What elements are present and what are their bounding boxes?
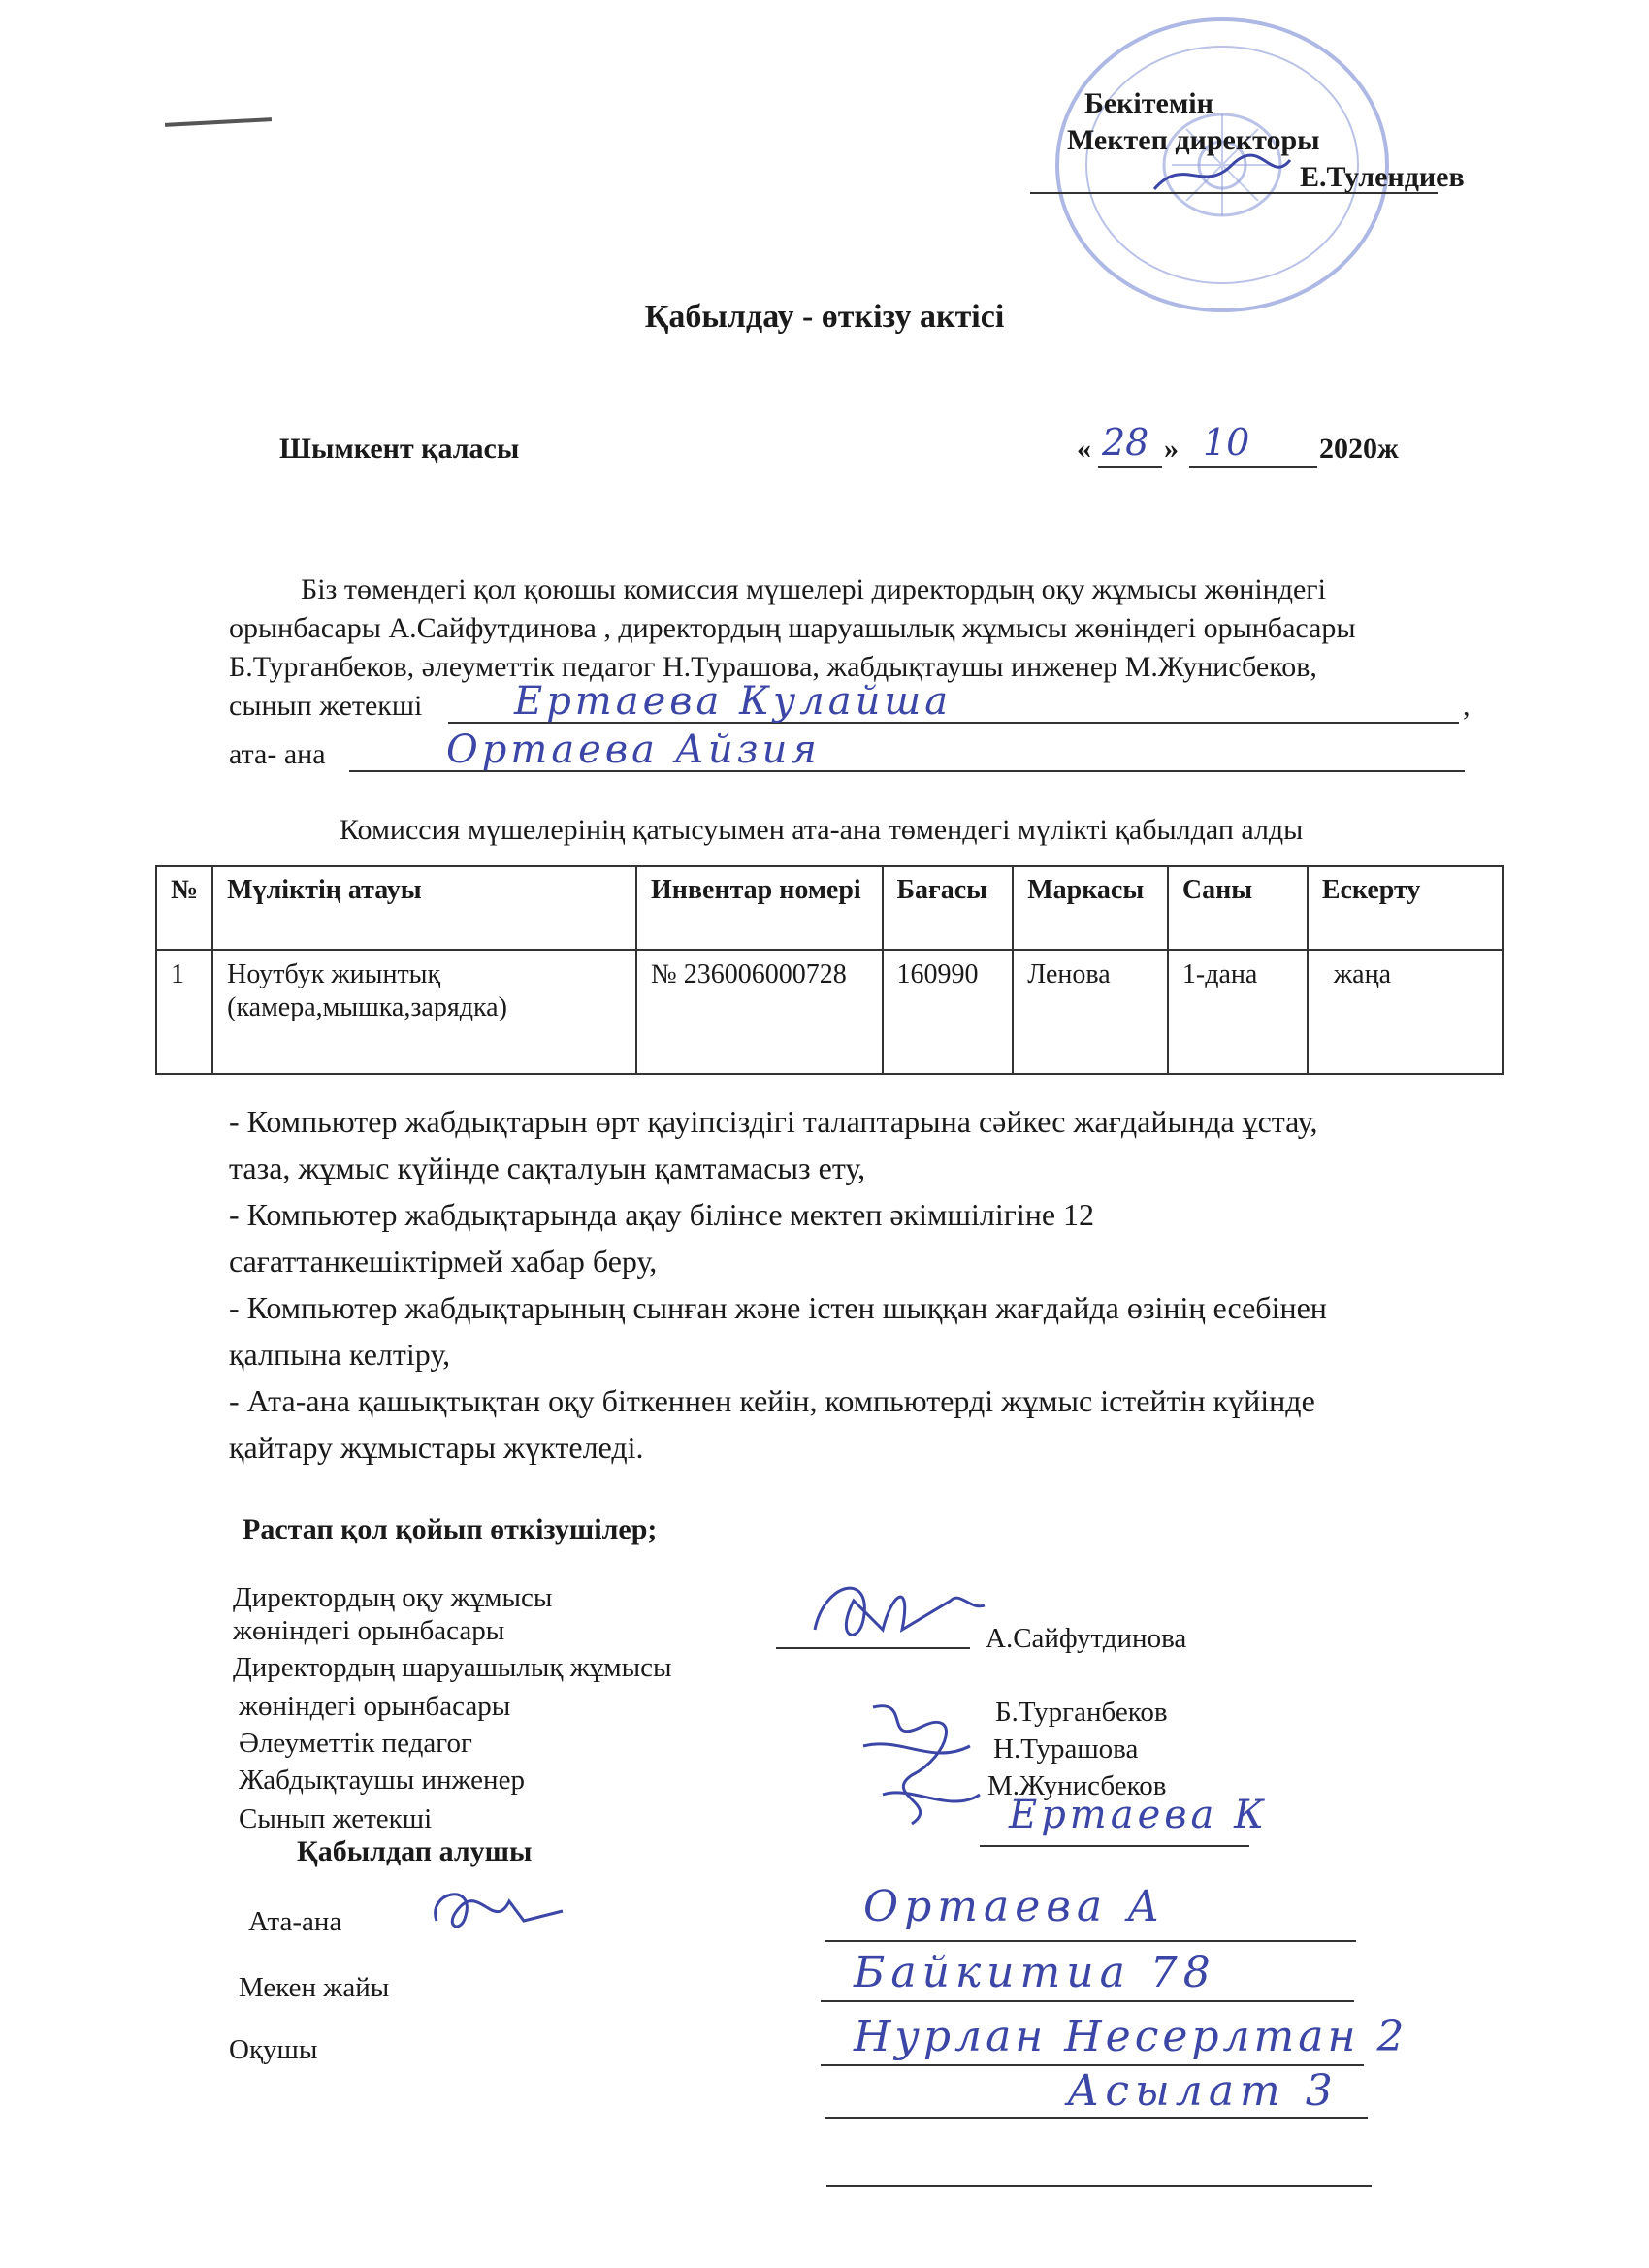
header-number: № (156, 866, 212, 950)
obligation-1-line-2: таза, жұмыс күйінде сақталуын қамтамасыз ету, (229, 1150, 866, 1185)
receiver-address-line (821, 2000, 1354, 2002)
date-day-line (1098, 466, 1162, 468)
table-row (156, 950, 1503, 1074)
signer-role-4: Жабдықтаушы инженер (239, 1765, 525, 1796)
receiver-address-handwritten: Байкитиа 78 (854, 1948, 1216, 1997)
document-date (1077, 421, 1426, 470)
signer-name-2: Б.Турганбеков (995, 1697, 1168, 1728)
receiver-student-handwritten-1: Нурлан Несерлтан 2 (854, 2012, 1408, 2061)
receiver-student-label: Оқушы (229, 2034, 318, 2065)
cell-inventory-number: № 236006000728 (636, 950, 883, 1074)
date-close-quote: » (1164, 433, 1179, 465)
parent-signature (417, 1872, 572, 1950)
obligation-1-line-1: - Компьютер жабдықтарын өрт қауіпсіздігі талаптарына сәйкес жағдайында ұстау, (229, 1104, 1318, 1139)
date-year: 2020ж (1319, 433, 1399, 465)
receiver-student-line-3 (826, 2185, 1372, 2187)
signer-role-2a: Директордың шаруашылық жұмысы (233, 1652, 672, 1683)
cell-quantity: 1-дана (1168, 950, 1308, 1074)
signer-name-4: М.Жунисбеков (987, 1770, 1167, 1801)
obligation-2-line-1: - Компьютер жабдықтарында ақау білінсе мектеп әкімшілігіне 12 (229, 1197, 1095, 1232)
intro-line-1: Біз төмендегі қол қоюшы комиссия мүшелері директордың оқу жұмысы жөніндегі (301, 573, 1326, 605)
signer-role-1a: Директордың оқу жұмысы (233, 1582, 553, 1613)
class-teacher-label: сынып жетекші (229, 690, 423, 722)
date-month-line (1189, 466, 1317, 468)
asset-name-line-2: (камера,мышка,зарядка) (227, 992, 507, 1022)
parent-label: ата- ана (229, 738, 326, 770)
signature-line-teacher (980, 1845, 1249, 1847)
document-title: Қабылдау - өткізу актісі (644, 299, 1005, 335)
signer-role-2b: жөніндегі орынбасары (239, 1691, 511, 1722)
intro-line-2: орынбасары А.Сайфутдинова , директордың шаруашылық жұмысы жөніндегі орынбасары (229, 612, 1356, 644)
asset-name-line-1: Ноутбук жиынтық (227, 959, 441, 989)
obligation-4-line-2: қайтару жұмыстары жүктеледі. (229, 1430, 644, 1465)
receiver-parent-line (824, 1940, 1356, 1942)
asset-table (155, 865, 1504, 1075)
signer-name-1: А.Сайфутдинова (986, 1623, 1187, 1654)
signer-role-3: Әлеуметтік педагог (239, 1728, 472, 1759)
receiver-address-label: Мекен жайы (239, 1972, 390, 2003)
committee-signatures (854, 1688, 989, 1843)
approval-approve-label: Бекітемін (1084, 87, 1213, 119)
director-name: Е.Тулендиев (1300, 161, 1465, 193)
date-open-quote: « (1077, 433, 1091, 465)
header-note: Ескерту (1308, 866, 1503, 950)
table-header-row (156, 866, 1503, 950)
class-teacher-comma: , (1463, 690, 1471, 722)
date-day: 28 (1102, 421, 1149, 464)
signer-role-5: Сынып жетекші (239, 1803, 433, 1834)
receiver-heading: Қабылдап алушы (297, 1835, 533, 1867)
cell-number: 1 (156, 950, 212, 1074)
signer-name-3: Н.Турашова (993, 1733, 1139, 1765)
receiver-student-handwritten-2: Асылат 3 (1067, 2066, 1339, 2116)
deputy-signature (795, 1562, 989, 1659)
city-label: Шымкент қаласы (279, 433, 520, 465)
obligation-4-line-1: - Ата-ана қашықтықтан оқу біткеннен кейін, компьютерді жұмыс істейтін күйінде (229, 1383, 1315, 1418)
approval-position-label: Мектеп директоры (1067, 124, 1320, 156)
header-price: Бағасы (883, 866, 1014, 950)
obligation-2-line-2: сағаттанкешіктірмей хабар беру, (229, 1244, 658, 1279)
receiver-parent-handwritten: Ортаева А (863, 1882, 1166, 1931)
cell-price: 160990 (883, 950, 1014, 1074)
cell-brand: Ленова (1013, 950, 1168, 1074)
receiver-parent-label: Ата-ана (248, 1906, 342, 1937)
scan-mark (165, 117, 272, 127)
class-teacher-handwritten: Ертаева Кулайша (514, 679, 953, 724)
receiver-student-line-2 (824, 2117, 1368, 2119)
header-brand: Маркасы (1013, 866, 1168, 950)
header-inventory-number: Инвентар номері (636, 866, 883, 950)
header-quantity: Саны (1168, 866, 1308, 950)
director-signature (1145, 146, 1300, 204)
cell-asset-name (212, 950, 636, 1074)
header-asset-name: Мүліктің атауы (212, 866, 636, 950)
cell-note: жаңа (1308, 950, 1503, 1074)
date-month: 10 (1203, 421, 1250, 464)
signers-heading: Растап қол қойып өткізушілер; (242, 1513, 658, 1545)
table-caption: Комиссия мүшелерінің қатысуымен ата-ана төмендегі мүлікті қабылдап алды (340, 814, 1304, 846)
signer-role-1b: жөніндегі орынбасары (233, 1615, 505, 1646)
obligation-3-line-2: қалпына келтіру, (229, 1337, 451, 1372)
parent-handwritten: Ортаева Айзия (446, 728, 821, 772)
intro-line-3: Б.Турганбеков, әлеуметтік педагог Н.Турашова, жабдықтаушы инженер М.Жунисбеков, (229, 651, 1317, 683)
obligation-3-line-1: - Компьютер жабдықтарының сынған және істен шыққан жағдайда өзінің есебінен (229, 1290, 1327, 1325)
class-teacher-signature-handwritten: Ертаева К (1009, 1793, 1269, 1837)
